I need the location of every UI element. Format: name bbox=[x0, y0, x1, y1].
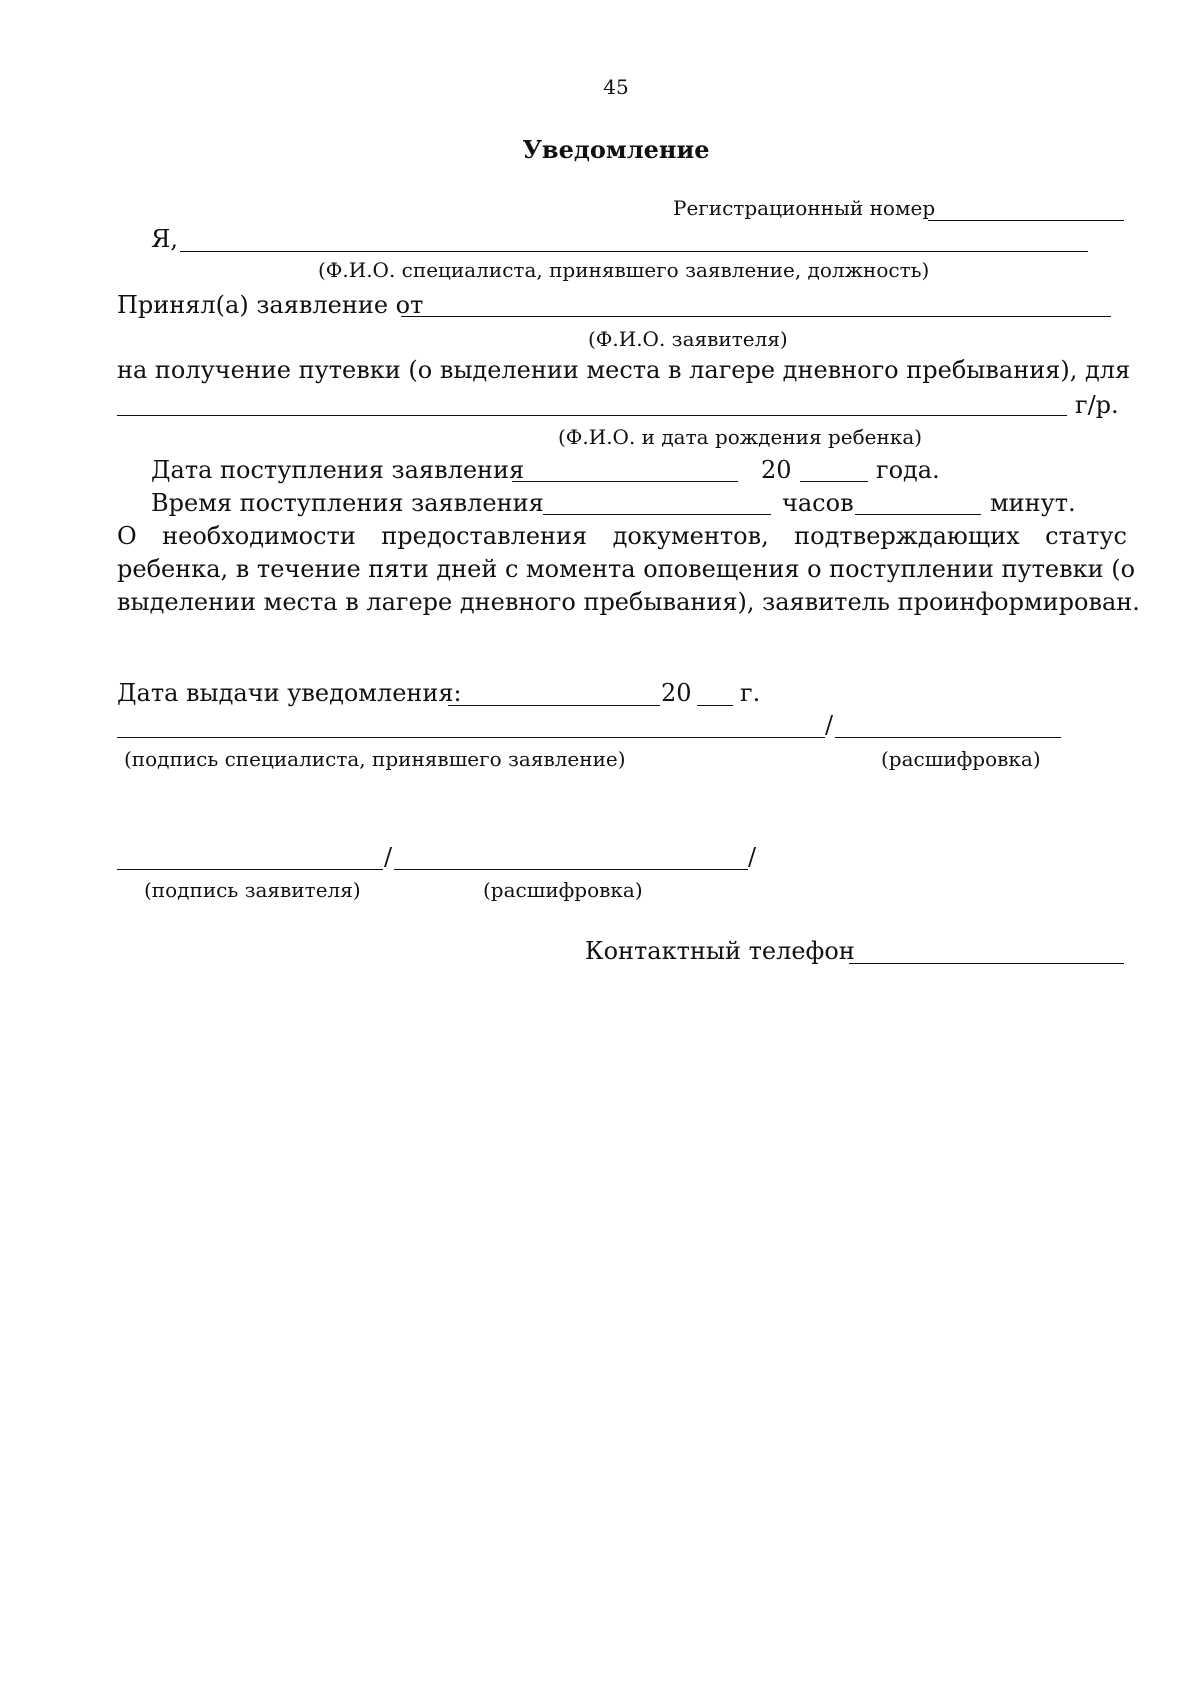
applicant-field[interactable] bbox=[401, 316, 1111, 317]
applicant-decode-caption: (расшифровка) bbox=[483, 878, 643, 902]
specialist-signature-separator: / bbox=[825, 711, 834, 739]
purpose-line: на получение путевки (о выделении места в лагере дневного пребывания), для bbox=[117, 356, 1131, 384]
receipt-year-field[interactable] bbox=[800, 481, 868, 482]
contact-phone-label: Контактный телефон bbox=[585, 937, 855, 965]
reg-number-label: Регистрационный номер bbox=[673, 196, 936, 220]
issue-date-field[interactable] bbox=[448, 705, 660, 706]
applicant-decode-end: / bbox=[748, 843, 757, 871]
birth-year-suffix: г/р. bbox=[1075, 391, 1119, 419]
issue-date-label: Дата выдачи уведомления: bbox=[117, 679, 462, 707]
receipt-year-prefix: 20 bbox=[761, 456, 792, 484]
notice-line-3: выделении места в лагере дневного пребывания), заявитель проинформирован. bbox=[117, 588, 1140, 616]
receipt-time-label: Время поступления заявления bbox=[151, 489, 544, 517]
applicant-signature-field[interactable] bbox=[117, 869, 383, 870]
specialist-caption: (Ф.И.О. специалиста, принявшего заявление, должность) bbox=[318, 258, 930, 282]
specialist-field[interactable] bbox=[180, 251, 1088, 252]
issue-year-field[interactable] bbox=[697, 705, 733, 706]
notice-line-2: ребенка, в течение пяти дней с момента оповещения о поступлении путевки (о bbox=[117, 555, 1136, 583]
specialist-prefix: Я, bbox=[151, 225, 179, 253]
specialist-signature-field[interactable] bbox=[117, 737, 825, 738]
issue-year-suffix: г. bbox=[740, 679, 761, 707]
applicant-caption: (Ф.И.О. заявителя) bbox=[588, 327, 788, 351]
specialist-decode-field[interactable] bbox=[835, 737, 1061, 738]
specialist-decode-caption: (расшифровка) bbox=[881, 747, 1041, 771]
child-field[interactable] bbox=[117, 415, 1067, 416]
applicant-decode-field[interactable] bbox=[394, 869, 748, 870]
applicant-signature-separator: / bbox=[384, 843, 393, 871]
issue-year-prefix: 20 bbox=[661, 679, 692, 707]
applicant-prefix: Принял(а) заявление от bbox=[117, 291, 424, 319]
receipt-date-label: Дата поступления заявления bbox=[151, 456, 525, 484]
child-caption: (Ф.И.О. и дата рождения ребенка) bbox=[558, 425, 923, 449]
page-title: Уведомление bbox=[522, 135, 710, 164]
hours-label: часов bbox=[782, 489, 854, 517]
notice-line-1: О необходимости предоставления документов, подтверждающих статус bbox=[117, 522, 1127, 550]
applicant-sign-caption: (подпись заявителя) bbox=[144, 878, 361, 902]
reg-number-field[interactable] bbox=[928, 220, 1124, 221]
minutes-label: минут. bbox=[990, 489, 1076, 517]
receipt-year-suffix: года. bbox=[876, 456, 940, 484]
page-number: 45 bbox=[603, 75, 629, 99]
receipt-date-field[interactable] bbox=[512, 481, 738, 482]
receipt-minutes-field[interactable] bbox=[855, 514, 981, 515]
specialist-sign-caption: (подпись специалиста, принявшего заявление) bbox=[124, 747, 626, 771]
receipt-hours-field[interactable] bbox=[543, 514, 771, 515]
contact-phone-field[interactable] bbox=[849, 963, 1124, 964]
